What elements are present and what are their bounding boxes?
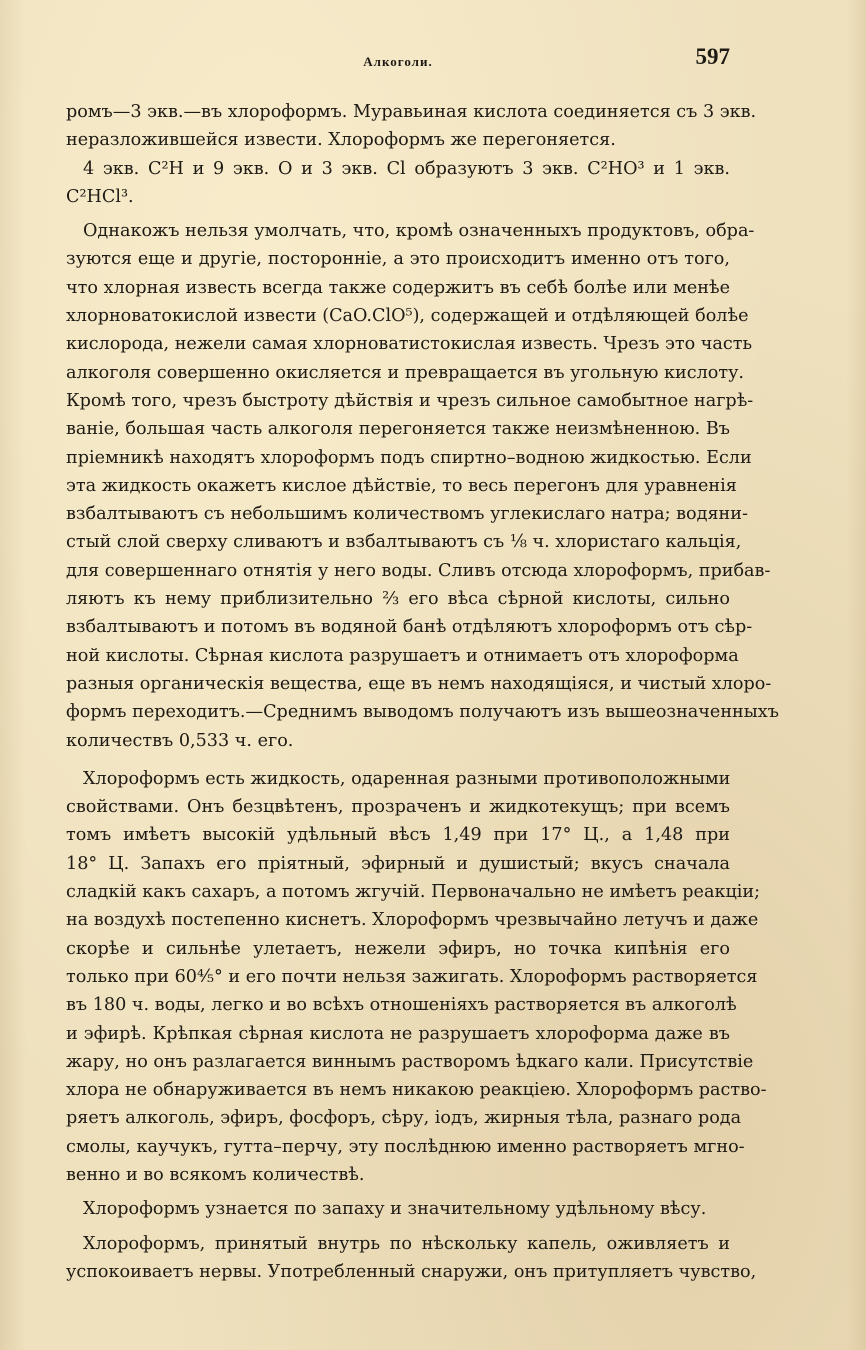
text-line: венно и во всякомъ количествѣ. xyxy=(66,1164,365,1185)
text-line: жару, но онъ разлагается виннымъ растворомъ ѣдкаго кали. Присутствіе xyxy=(66,1051,754,1072)
text-line: взбалтываютъ и потомъ въ водяной банѣ отдѣляютъ хлороформъ отъ сѣр- xyxy=(66,617,753,638)
text-line: стый слой сверху сливаютъ и взбалтываютъ съ ⅛ ч. хлористаго кальція, xyxy=(66,532,742,553)
book-page xyxy=(66,44,779,1334)
text-line: смолы, каучукъ, гутта–перчу, эту послѣднюю именно растворяетъ мгно- xyxy=(66,1136,745,1157)
text-line: въ 180 ч. воды, легко и во всѣхъ отношеніяхъ растворяется въ алкоголѣ xyxy=(66,995,737,1016)
text-line: на воздухѣ постепенно киснетъ. Хлороформъ чрезвычайно летучъ и даже xyxy=(66,910,759,931)
text-line: эта жидкость окажетъ кислое дѣйствіе, то весь перегонъ для уравненія xyxy=(66,475,737,496)
page-body xyxy=(66,98,779,1286)
text-line: успокоиваетъ нервы. Употребленный снаружи, онъ притупляетъ чувство, xyxy=(66,1261,757,1282)
text-line: зуются еще и другіе, посторонніе, а это происходитъ именно отъ того, xyxy=(66,249,730,270)
text-line: для совершеннаго отнятія у него воды. Сливъ отсюда хлороформъ, прибав- xyxy=(66,560,771,581)
text-line: взбалтываютъ съ небольшимъ количествомъ углекислаго натра; водяни- xyxy=(66,504,748,525)
paragraph-3 xyxy=(66,217,779,755)
text-line: разныя органическія вещества, еще въ немъ находящіяся, и чистый хлоро- xyxy=(66,673,772,694)
text-line: количествъ 0,533 ч. его. xyxy=(66,730,294,751)
text-line: сладкій какъ сахаръ, а потомъ жгучій. Первоначально не имѣетъ реакціи; xyxy=(66,882,761,903)
text-line: пріемникѣ находятъ хлороформъ подъ спиртно–водною жидкостью. Если xyxy=(66,447,752,468)
text-line: Хлороформъ, принятый внутрь по нѣскольку капель, оживляетъ и xyxy=(83,1233,730,1254)
text-line: ваніе, большая часть алкоголя перегоняется также неизмѣненною. Въ xyxy=(66,419,730,440)
text-line: Однакожъ нельзя умолчать, что, кромѣ означенныхъ продуктовъ, обра- xyxy=(83,221,755,242)
text-line: и эфирѣ. Крѣпкая сѣрная кислота не разрушаетъ хлороформа даже въ xyxy=(66,1023,730,1044)
text-line: Кромѣ того, чрезъ быстроту дѣйствія и чрезъ сильное самобытное нагрѣ- xyxy=(66,390,754,411)
text-line: ной кислоты. Сѣрная кислота разрушаетъ и отнимаетъ отъ хлороформа xyxy=(66,645,739,666)
text-line: только при 60⁴⁄₅° и его почти нельзя зажигать. Хлороформъ растворяется xyxy=(66,966,758,987)
page-number: 597 xyxy=(695,44,730,69)
text-line: ряетъ алкоголь, эфиръ, фосфоръ, сѣру, іодъ, жирныя тѣла, разнаго рода xyxy=(66,1108,742,1129)
paragraph-2 xyxy=(66,155,730,212)
text-line: томъ имѣетъ высокій удѣльный вѣсъ 1,49 при 17° Ц., а 1,48 при xyxy=(66,825,730,846)
text-line: что хлорная известь всегда также содержитъ въ себѣ болѣе или менѣе xyxy=(66,277,730,298)
paragraph-5 xyxy=(66,1195,730,1223)
text-line: кислорода, нежели самая хлорноватистокислая известь. Чрезъ это часть xyxy=(66,334,753,355)
text-line: ромъ—3 экв.—въ хлороформъ. Муравьиная кислота соединяется съ 3 экв. xyxy=(66,102,757,122)
paragraph-6 xyxy=(66,1230,757,1287)
paragraph-1 xyxy=(66,98,757,155)
text-line: 4 экв. C²H и 9 экв. O и 3 экв. Cl образуютъ 3 экв. C²HO³ и 1 экв. xyxy=(83,158,730,179)
text-line: хлора не обнаруживается въ немъ никакою реакціею. Хлороформъ раство- xyxy=(66,1080,767,1101)
text-line: свойствами. Онъ безцвѣтенъ, прозраченъ и жидкотекущъ; при всемъ xyxy=(66,797,730,818)
page-header xyxy=(66,44,730,86)
running-head: Алкоголи. xyxy=(363,54,433,69)
text-line: ляютъ къ нему приблизительно ⅔ его вѣса сѣрной кислоты, сильно xyxy=(66,589,730,610)
text-line: Хлороформъ есть жидкость, одаренная разными противоположными xyxy=(83,768,731,789)
text-line: хлорноватокислой извести (CaO.ClO⁵), содержащей и отдѣляющей болѣе xyxy=(66,306,749,327)
text-line: формъ переходитъ.—Среднимъ выводомъ получаютъ изъ вышеозначенныхъ xyxy=(66,702,779,723)
text-line: 18° Ц. Запахъ его пріятный, эфирный и душистый; вкусъ сначала xyxy=(66,853,730,874)
text-line: алкоголя совершенно окисляется и превращается въ угольную кислоту. xyxy=(66,362,745,383)
text-line: неразложившейся извести. Хлороформъ же перегоняется. xyxy=(66,130,616,151)
text-line: скорѣе и сильнѣе улетаетъ, нежели эфиръ, но точка кипѣнія его xyxy=(66,938,730,959)
paragraph-4 xyxy=(66,765,767,1189)
text-line: C²HCl³. xyxy=(66,186,134,207)
text-line: Хлороформъ узнается по запаху и значительному удѣльному вѣсу. xyxy=(83,1199,707,1220)
